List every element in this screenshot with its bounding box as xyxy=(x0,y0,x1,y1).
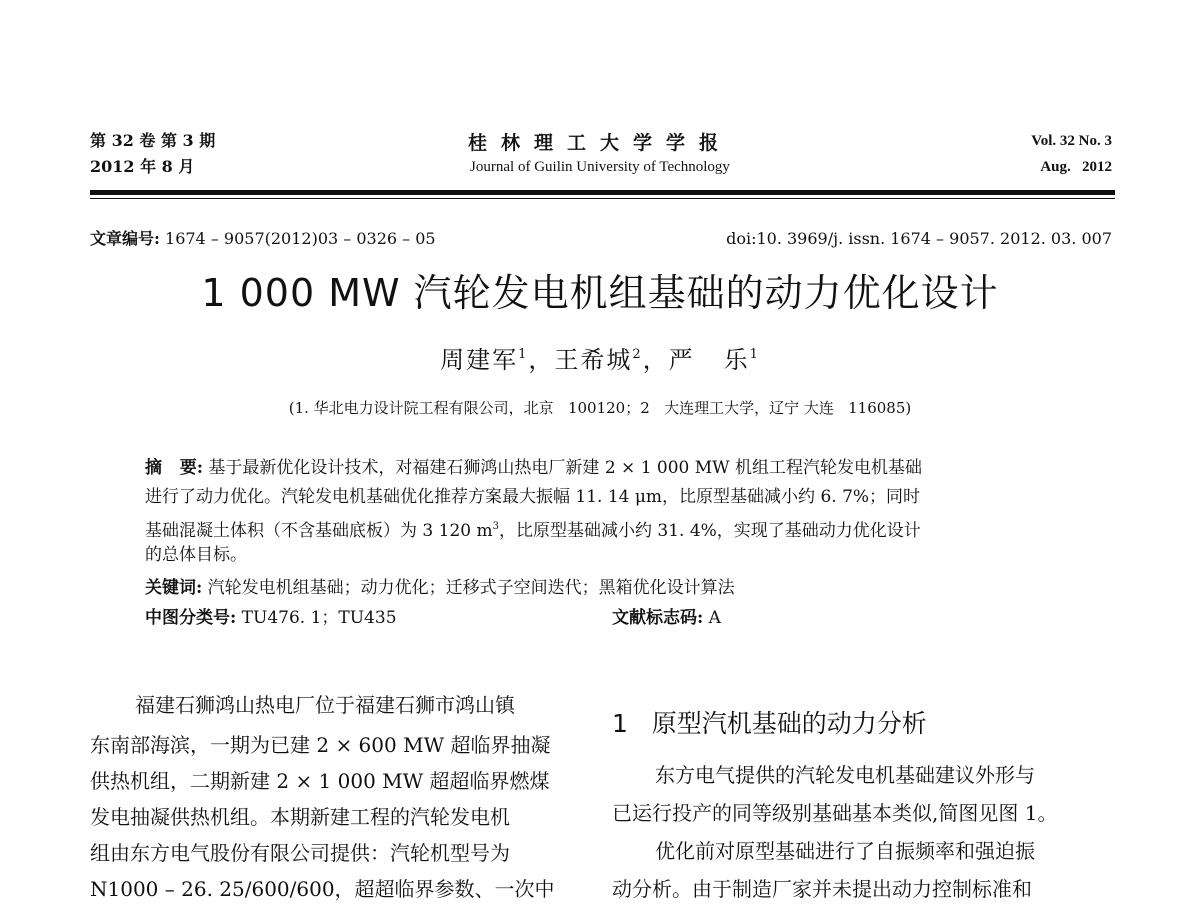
journal-title-cn: 桂林理工大学学报 xyxy=(467,132,732,154)
author-3: ，严 乐 xyxy=(642,346,750,374)
body-left-line-4: 发电抽凝供热机组。本期新建工程的汽轮发电机 xyxy=(90,805,510,829)
abstract-text-3b: ，比原型基础减小约 31. 4%，实现了基础动力优化设计 xyxy=(498,521,921,541)
clc-number xyxy=(145,604,397,633)
abstract-line-2: 进行了动力优化。汽轮发电机基础优化推荐方案最大振幅 11. 14 μm，比原型基础减小约 6. 7%；同时 xyxy=(145,487,921,507)
body-left-line-6: N1000 – 26. 25/600/600，超超临界参数、一次中 xyxy=(90,877,555,901)
abstract-sup: 3 xyxy=(492,521,499,532)
keywords-label: 关键词: xyxy=(145,578,203,598)
date-en: Aug. 2012 xyxy=(1040,159,1112,175)
abstract-label: 摘 要: xyxy=(145,458,204,478)
article-number-label: 文章编号: xyxy=(90,229,160,248)
document-code xyxy=(612,604,721,633)
date-cn: 2012 年 8 月 xyxy=(90,157,195,176)
paper-title: 1 000 MW 汽轮发电机组基础的动力优化设计 xyxy=(201,271,999,315)
abstract-text-1: 基于最新优化设计技术，对福建石狮鸿山热电厂新建 2 × 1 000 MW 机组工程汽轮发电机基础 xyxy=(203,458,923,478)
article-number-value: 1674 – 9057(2012)03 – 0326 – 05 xyxy=(159,229,436,248)
body-right-line-4: 动分析。由于制造厂家并未提出动力控制标准和 xyxy=(612,877,1032,901)
body-right-line-1: 东方电气提供的汽轮发电机基础建议外形与 xyxy=(655,763,1035,787)
document-code-value: A xyxy=(703,608,721,628)
abstract-line-1 xyxy=(145,454,922,483)
volume-en: Vol. 32 No. 3 xyxy=(1031,133,1112,149)
clc-value: TU476. 1；TU435 xyxy=(236,608,397,628)
body-left-line-3: 供热机组，二期新建 2 × 1 000 MW 超超临界燃煤 xyxy=(90,769,550,793)
body-right-line-2: 已运行投产的同等级别基础基本类似,简图见图 1。 xyxy=(612,801,1058,825)
author-2: ，王希城 xyxy=(528,346,633,374)
keywords-text: 汽轮发电机组基础；动力优化；迁移式子空间迭代；黑箱优化设计算法 xyxy=(202,578,735,598)
body-left-line-1: 福建石狮鸿山热电厂位于福建石狮市鸿山镇 xyxy=(135,693,515,717)
abstract-text-3a: 基础混凝土体积（不含基础底板）为 3 120 m xyxy=(145,521,493,541)
affiliation: (1. 华北电力设计院工程有限公司，北京 100120；2 大连理工大学，辽宁 大连 116085) xyxy=(288,399,912,417)
body-left-line-5: 组由东方电气股份有限公司提供：汽轮机型号为 xyxy=(90,841,510,865)
journal-title-en: Journal of Guilin University of Technology xyxy=(470,159,730,175)
keywords xyxy=(145,574,735,603)
author-2-sup: 2 xyxy=(632,347,643,362)
header-rule-thin xyxy=(90,198,1115,199)
author-1: 周建军 xyxy=(440,346,519,374)
abstract-line-4: 的总体目标。 xyxy=(145,545,247,565)
section-1-title: 1 原型汽机基础的动力分析 xyxy=(612,709,927,738)
authors xyxy=(0,340,1200,375)
doi: doi:10. 3969/j. issn. 1674 – 9057. 2012. 03. 007 xyxy=(726,229,1112,248)
author-3-sup: 1 xyxy=(749,347,760,362)
clc-label: 中图分类号: xyxy=(145,608,237,628)
abstract-line-3 xyxy=(145,512,921,546)
article-number xyxy=(90,228,436,250)
header-rule-thick xyxy=(90,190,1115,195)
body-left-line-2: 东南部海滨，一期为已建 2 × 600 MW 超临界抽凝 xyxy=(90,733,551,757)
volume-issue: 第 32 卷 第 3 期 xyxy=(90,131,216,150)
body-right-line-3: 优化前对原型基础进行了自振频率和强迫振 xyxy=(655,839,1035,863)
author-1-sup: 1 xyxy=(518,347,529,362)
document-code-label: 文献标志码: xyxy=(612,608,704,628)
